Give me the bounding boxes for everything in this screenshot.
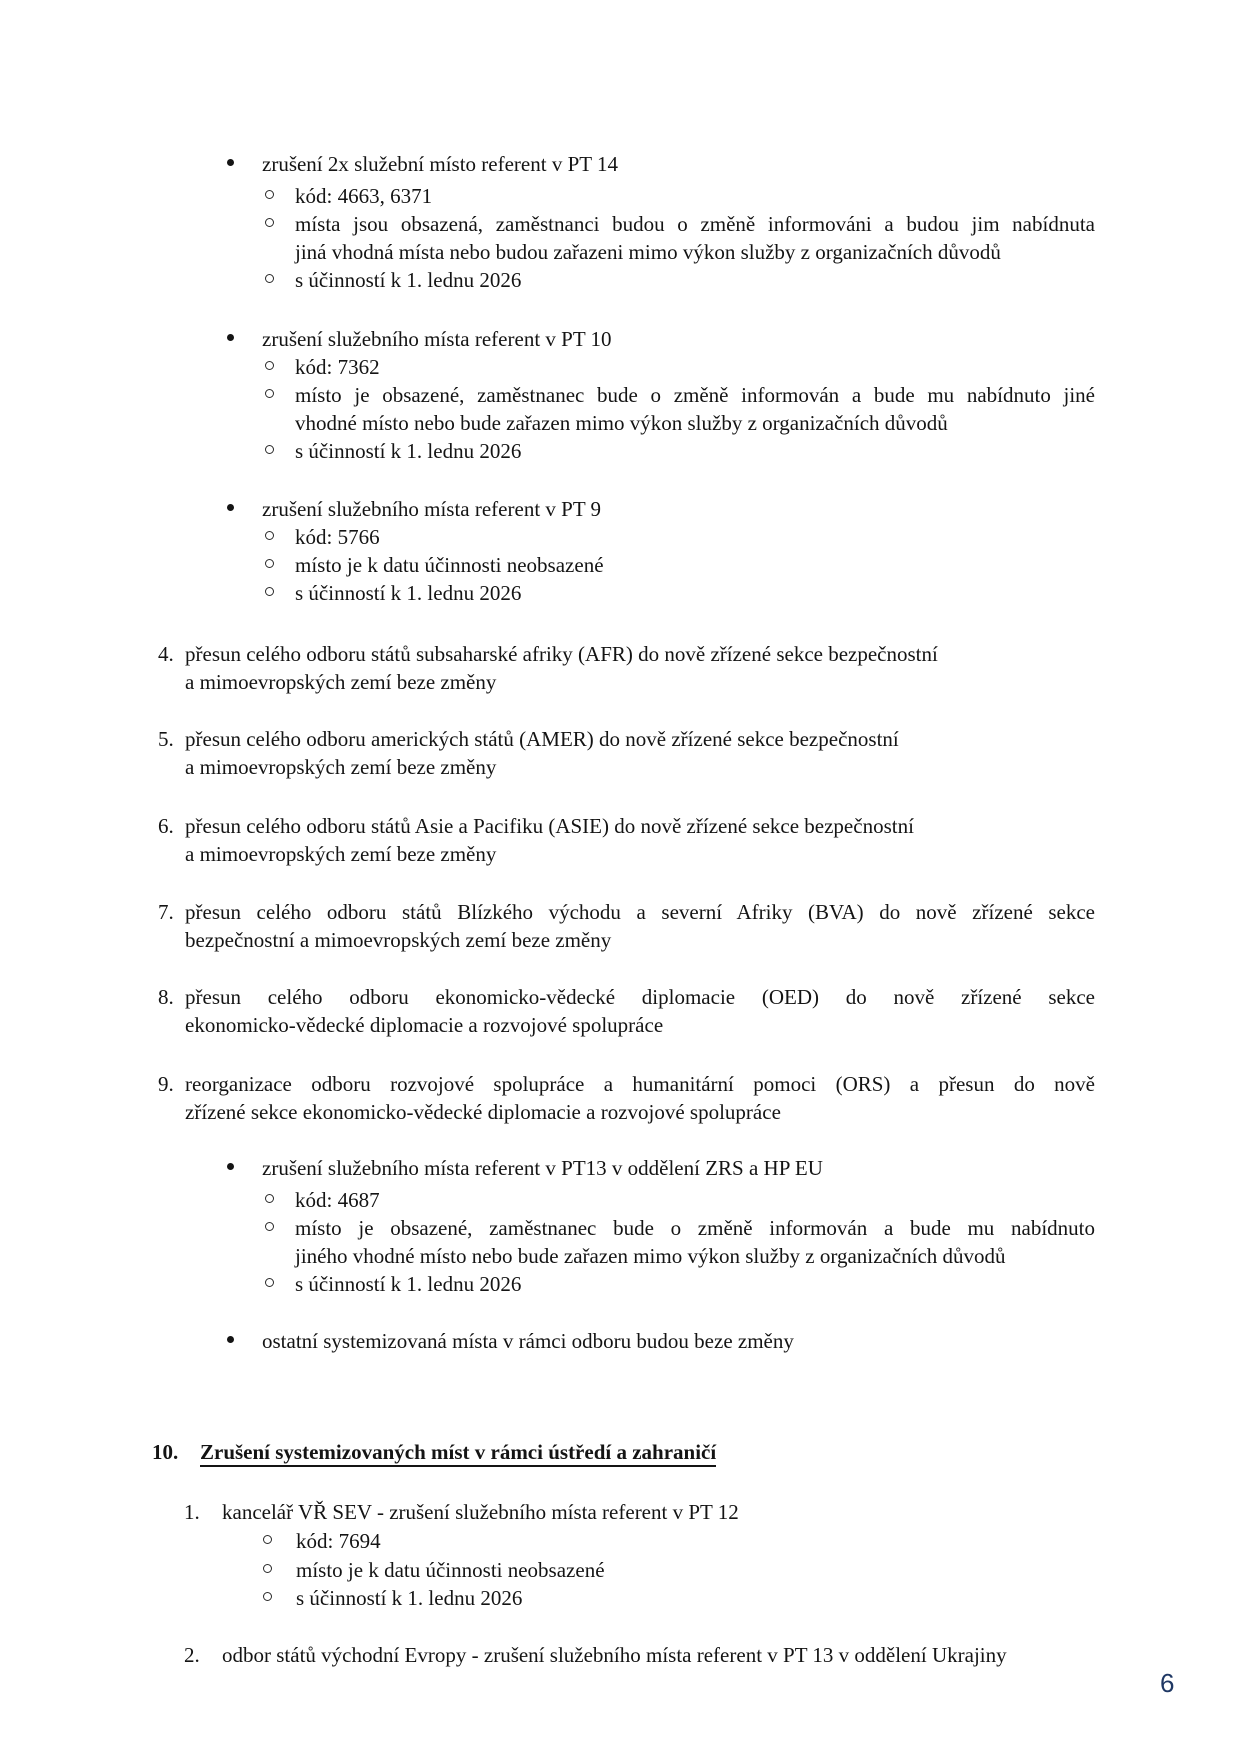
bullet-ring-icon xyxy=(265,1194,274,1203)
item-number: 2. xyxy=(184,1643,200,1667)
sub-bullet-item: místo je obsazené, zaměstnanec bude o změně informován a bude mu nabídnuto xyxy=(295,1216,1095,1240)
numbered-item: a mimoevropských zemí beze změny xyxy=(185,670,497,694)
numbered-item: a mimoevropských zemí beze změny xyxy=(185,842,497,866)
sub-bullet-item: vhodné místo nebo bude zařazen mimo výkon služby z organizačních důvodů xyxy=(295,411,948,435)
sub-bullet-item: kód: 7362 xyxy=(295,355,380,379)
bullet-ring-icon xyxy=(263,1564,272,1573)
sub-bullet-item: místa jsou obsazená, zaměstnanci budou o změně informováni a budou jim nabídnuta xyxy=(295,212,1095,236)
numbered-item: odbor států východní Evropy - zrušení služebního místa referent v PT 13 v oddělení Ukrajiny xyxy=(222,1643,1007,1667)
bullet-ring-icon xyxy=(265,190,274,199)
numbered-item: reorganizace odboru rozvojové spolupráce a humanitární pomoci (ORS) a přesun do nově xyxy=(185,1072,1095,1096)
bullet-item: zrušení služebního místa referent v PT 10 xyxy=(262,327,612,351)
sub-bullet-item: jiná vhodná místa nebo budou zařazeni mimo výkon služby z organizačních důvodů xyxy=(295,240,1001,264)
page-number: 6 xyxy=(1160,1668,1175,1698)
sub-bullet-item: s účinností k 1. lednu 2026 xyxy=(296,1586,523,1610)
bullet-ring-icon xyxy=(265,1278,274,1287)
sub-bullet-item: místo je k datu účinnosti neobsazené xyxy=(295,553,604,577)
section-heading xyxy=(200,1438,716,1466)
item-number: 5. xyxy=(158,727,174,751)
bullet-item: ostatní systemizovaná místa v rámci odboru budou beze změny xyxy=(262,1329,794,1353)
item-number: 7. xyxy=(158,900,174,924)
bullet-ring-icon xyxy=(265,274,274,283)
numbered-item: kancelář VŘ SEV - zrušení služebního místa referent v PT 12 xyxy=(222,1500,739,1524)
bullet-ring-icon xyxy=(265,1222,274,1231)
bullet-disc-icon xyxy=(227,504,234,511)
section-number: 10. xyxy=(152,1440,179,1464)
bullet-ring-icon xyxy=(265,389,274,398)
sub-bullet-item: s účinností k 1. lednu 2026 xyxy=(295,439,522,463)
sub-bullet-item: místo je k datu účinnosti neobsazené xyxy=(296,1558,605,1582)
sub-bullet-item: s účinností k 1. lednu 2026 xyxy=(295,1272,522,1296)
bullet-disc-icon xyxy=(227,1336,234,1343)
sub-bullet-item: kód: 7694 xyxy=(296,1529,381,1553)
bullet-disc-icon xyxy=(227,334,234,341)
bullet-item: zrušení služebního místa referent v PT 9 xyxy=(262,497,602,521)
bullet-disc-icon xyxy=(227,159,234,166)
bullet-ring-icon xyxy=(265,587,274,596)
sub-bullet-item: kód: 5766 xyxy=(295,525,380,549)
bullet-ring-icon xyxy=(265,361,274,370)
bullet-ring-icon xyxy=(265,559,274,568)
bullet-ring-icon xyxy=(265,218,274,227)
section-heading-text: Zrušení systemizovaných míst v rámci ústředí a zahraničí xyxy=(200,1440,716,1467)
bullet-ring-icon xyxy=(265,445,274,454)
item-number: 8. xyxy=(158,985,174,1009)
sub-bullet-item: s účinností k 1. lednu 2026 xyxy=(295,268,522,292)
numbered-item: přesun celého odboru států subsaharské afriky (AFR) do nově zřízené sekce bezpečnostní xyxy=(185,642,938,666)
item-number: 1. xyxy=(184,1500,200,1524)
item-number: 9. xyxy=(158,1072,174,1096)
item-number: 6. xyxy=(158,814,174,838)
numbered-item: přesun celého odboru států Asie a Pacifiku (ASIE) do nově zřízené sekce bezpečnostní xyxy=(185,814,914,838)
numbered-item: zřízené sekce ekonomicko-vědecké diplomacie a rozvojové spolupráce xyxy=(185,1100,781,1124)
sub-bullet-item: místo je obsazené, zaměstnanec bude o změně informován a bude mu nabídnuto jiné xyxy=(295,383,1095,407)
numbered-item: přesun celého odboru amerických států (AMER) do nově zřízené sekce bezpečnostní xyxy=(185,727,899,751)
sub-bullet-item: kód: 4687 xyxy=(295,1188,380,1212)
bullet-item: zrušení služebního místa referent v PT13 v oddělení ZRS a HP EU xyxy=(262,1156,823,1180)
numbered-item: bezpečnostní a mimoevropských zemí beze změny xyxy=(185,928,612,952)
numbered-item: a mimoevropských zemí beze změny xyxy=(185,755,497,779)
bullet-ring-icon xyxy=(263,1592,272,1601)
sub-bullet-item: jiného vhodné místo nebo bude zařazen mimo výkon služby z organizačních důvodů xyxy=(295,1244,1006,1268)
numbered-item: ekonomicko-vědecké diplomacie a rozvojové spolupráce xyxy=(185,1013,664,1037)
item-number: 4. xyxy=(158,642,174,666)
sub-bullet-item: s účinností k 1. lednu 2026 xyxy=(295,581,522,605)
bullet-ring-icon xyxy=(265,531,274,540)
numbered-item: přesun celého odboru ekonomicko-vědecké diplomacie (OED) do nově zřízené sekce xyxy=(185,985,1095,1009)
numbered-item: přesun celého odboru států Blízkého východu a severní Afriky (BVA) do nově zřízené sekce xyxy=(185,900,1095,924)
bullet-disc-icon xyxy=(227,1163,234,1170)
bullet-ring-icon xyxy=(263,1535,272,1544)
sub-bullet-item: kód: 4663, 6371 xyxy=(295,184,433,208)
bullet-item: zrušení 2x služební místo referent v PT 14 xyxy=(262,152,618,176)
